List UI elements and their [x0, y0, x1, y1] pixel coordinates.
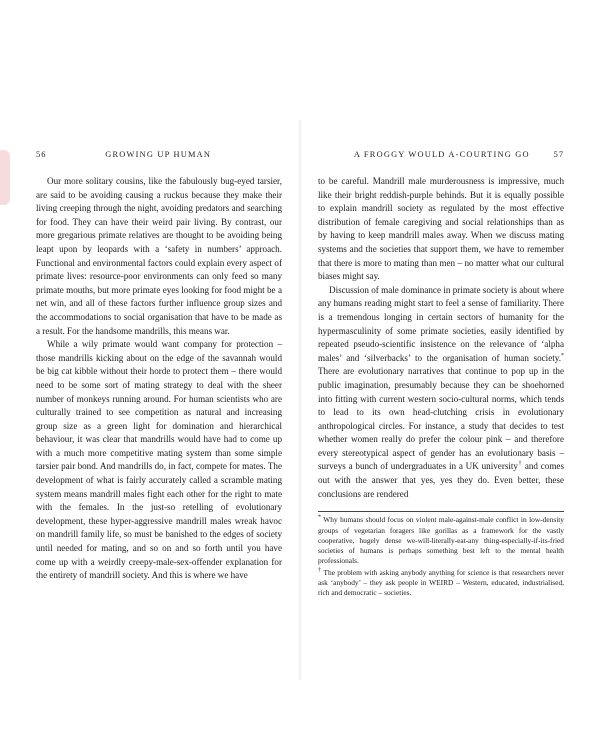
- left-paragraph-2: While a wily primate would want company for protection – those mandrills kicking about on the edge of the savannah would be big cat kibble without their horde to protect them – there would need to be some sort of mating strategy to deal with the sheer number of monkeys running around. For human scientists who are culturally trained to see competition as natural and increasing group size as a green light for domination and hierarchical behaviour, it was clear that mandrills would have had to come up with a much more competitive mating system than some simple tarsier pair bond. And mandrills do, in fact, compete for mates. The development of what is fairly accurately called a scramble mating system means mandrill males fight each other for the right to mate with the females. In the just-so retelling of evolutionary development, these hyper-aggressive mandrill males wreak havoc on mandrill family life, so must be banished to the edges of society until needed for mating, and so on and so forth until you have come up with a weirdly creepy-male-sex-offender explanation for the entirety of mandrill society. And this is where we have: [36, 339, 282, 581]
- footnote-ref-2[interactable]: †: [517, 461, 523, 468]
- footnote-2-text: The problem with asking anybody anything for science is that researchers never ask ‘anybody’ – they ask people in WEIRD – Western, educated, industrialised, rich and democratic – societies.: [318, 567, 564, 598]
- left-paragraph-1: Our more solitary cousins, like the fabulously bug-eyed tarsier, are said to be avoiding causing a ruckus because they make their living creeping through the night, avoiding predators and searching for food. They can have their weird pair living. By contrast, our more gregarious primate relatives are thought to be avoiding being leapt upon by leopards with a ‘safety in numbers’ approach. Functional and environmental factors could explain every aspect of primate lives: resource-poor environments can only feed so many primate mouths, but more primate eyes looking for food might be a net win, and all of these factors further influence group sizes and the accommodations to social organisation that have to be made as a result. For the handsome mandrills, this means war.: [36, 176, 282, 336]
- right-paragraph-1: to be careful. Mandrill male murderousness is impressive, much like their bright reddish-purple behinds. But it is equally possible to explain mandrill society as regulated by the most effective distribution of female caregiving and social relationships than as by having to keep mandrill males away. When we discuss mating systems and the societies that support them, we have to remember that there is more to mating than men – no matter what our cultural biases might say.: [318, 176, 564, 282]
- right-running-head: [318, 150, 564, 164]
- left-page: [36, 150, 282, 583]
- footnote-1-text: Why humans should focus on violent male-against-male conflict in low-density groups of vegetarian foragers like gorillas as a framework for the vastly cooperative, hugely dense we-will-literally-eat-any thing-especially-if-its-fried societies of humans is perhaps something best left to the mental health professionals.: [318, 515, 564, 566]
- page-edge-mark: [0, 150, 10, 205]
- right-paragraph-2-part-2: There are evolutionary narratives that continue to pop up in the public imagination, presumably because they can be shoehorned into fitting with current western socio-cultural norms, which tends to lead to its own head-clutching crisis in evolutionary anthropological circles. For instance, a study that decides to test whether women really do prefer the colour pink – and therefore every stereotypical aspect of gender has an evolutionary basis – surveys a bunch of undergraduates in a UK university: [318, 366, 564, 472]
- right-paragraph-2: [318, 284, 564, 502]
- gutter-shadow: [297, 120, 303, 680]
- left-body-text: [36, 175, 282, 583]
- footnotes: [318, 511, 564, 598]
- footnote-2-mark: †: [318, 567, 322, 574]
- left-running-head: [36, 150, 282, 164]
- right-running-title: A FROGGY WOULD A-COURTING GO: [353, 150, 530, 159]
- left-running-title: GROWING UP HUMAN: [105, 150, 212, 159]
- right-page: [318, 150, 564, 599]
- right-paragraph-2-part-3: and comes out with the answer that yes, yes they do. Even better, these conclusions are rendered: [318, 461, 564, 499]
- right-page-number: 57: [553, 150, 564, 159]
- right-body-text: [318, 175, 564, 501]
- footnote-ref-1[interactable]: *: [561, 352, 564, 359]
- footnote-2: [318, 568, 564, 599]
- right-paragraph-2-part-1: Discussion of male dominance in primate society is about where any humans reading might start to feel a sense of familiarity. There is a tremendous longing in certain sectors of humanity for the hypermasculinity of some primate societies, easily identified by repeated pseudo-scientific insistence on the relevance of ‘alpha males’ and ‘silverbacks’ to the organisation of human society.: [318, 284, 564, 363]
- footnote-1: [318, 515, 564, 566]
- footnote-1-mark: *: [318, 514, 321, 521]
- left-page-number: 56: [36, 150, 47, 159]
